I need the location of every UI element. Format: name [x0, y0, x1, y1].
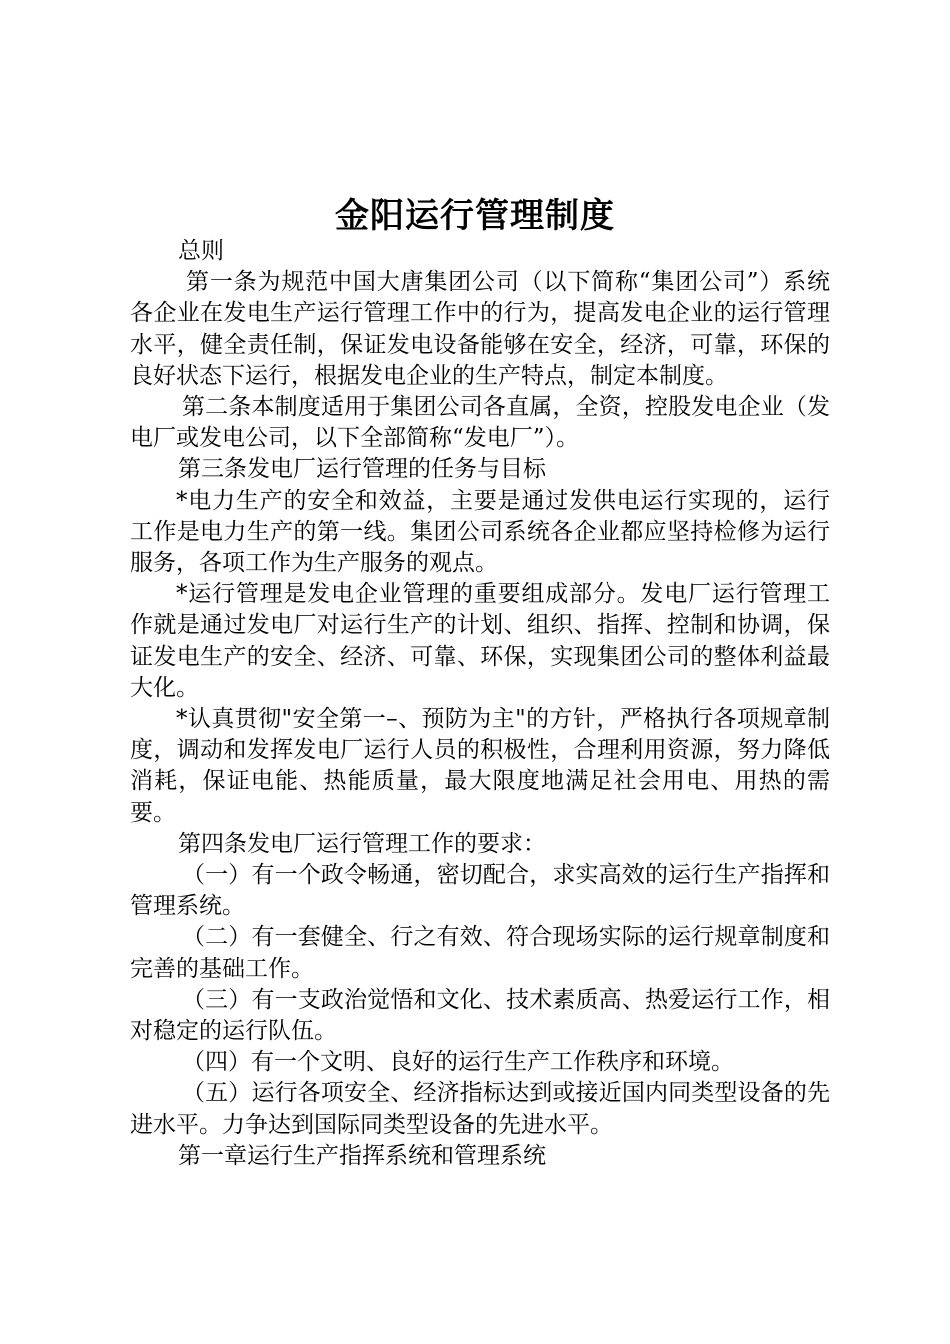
chapter-1-heading: 第一章运行生产指挥系统和管理系统 [178, 1142, 546, 1169]
article-4-item-3: （三）有一支政治觉悟和文化、技术素质高、热爱运行工作，相对稳定的运行队伍。 [130, 986, 830, 1045]
article-4: 第四条发电厂运行管理工作的要求： [178, 830, 546, 857]
article-3-item-1: *电力生产的安全和效益，主要是通过发供电运行实现的，运行工作是电力生产的第一线。集团公司系统各企业都应坚持检修为运行服务，各项工作为生产服务的观点。 [130, 487, 830, 577]
article-1: 第一条为规范中国大唐集团公司（以下简称“集团公司”）系统各企业在发电生产运行管理工作中的行为，提高发电企业的运行管理水平，健全责任制，保证发电设备能够在安全，经济，可靠，环保的良好状态下运行，根据发电企业的生产特点，制定本制度。 [130, 269, 830, 389]
article-3-item-3: *认真贯彻"安全第一–、预防为主"的方针，严格执行各项规章制度，调动和发挥发电厂运行人员的积极性，合理利用资源，努力降低消耗，保证电能、热能质量，最大限度地满足社会用电、用热的需要。 [130, 706, 830, 826]
section-heading-general: 总则 [178, 238, 224, 264]
article-4-item-4: （四）有一个文明、良好的运行生产工作秩序和环境。 [182, 1049, 734, 1076]
article-4-item-5: （五）运行各项安全、经济指标达到或接近国内同类型设备的先进水平。力争达到国际同类型设备的先进水平。 [130, 1080, 830, 1138]
document-title: 金阳运行管理制度 [335, 196, 615, 236]
article-3-item-2: *运行管理是发电企业管理的重要组成部分。发电厂运行管理工作就是通过发电厂对运行生产的计划、组织、指挥、控制和协调，保证发电生产的安全、经济、可靠、环保，实现集团公司的整体利益最大化。 [130, 581, 830, 701]
article-4-item-2: （二）有一套健全、行之有效、符合现场实际的运行规章制度和完善的基础工作。 [130, 924, 830, 982]
document-body [130, 236, 830, 1172]
article-4-item-1: （一）有一个政令畅通，密切配合，求实高效的运行生产指挥和管理系统。 [130, 862, 830, 920]
article-2: 第二条本制度适用于集团公司各直属，全资，控股发电企业（发电厂或发电公司，以下全部简称“发电厂”）。 [130, 394, 830, 452]
article-3: 第三条发电厂运行管理的任务与目标 [178, 456, 546, 483]
